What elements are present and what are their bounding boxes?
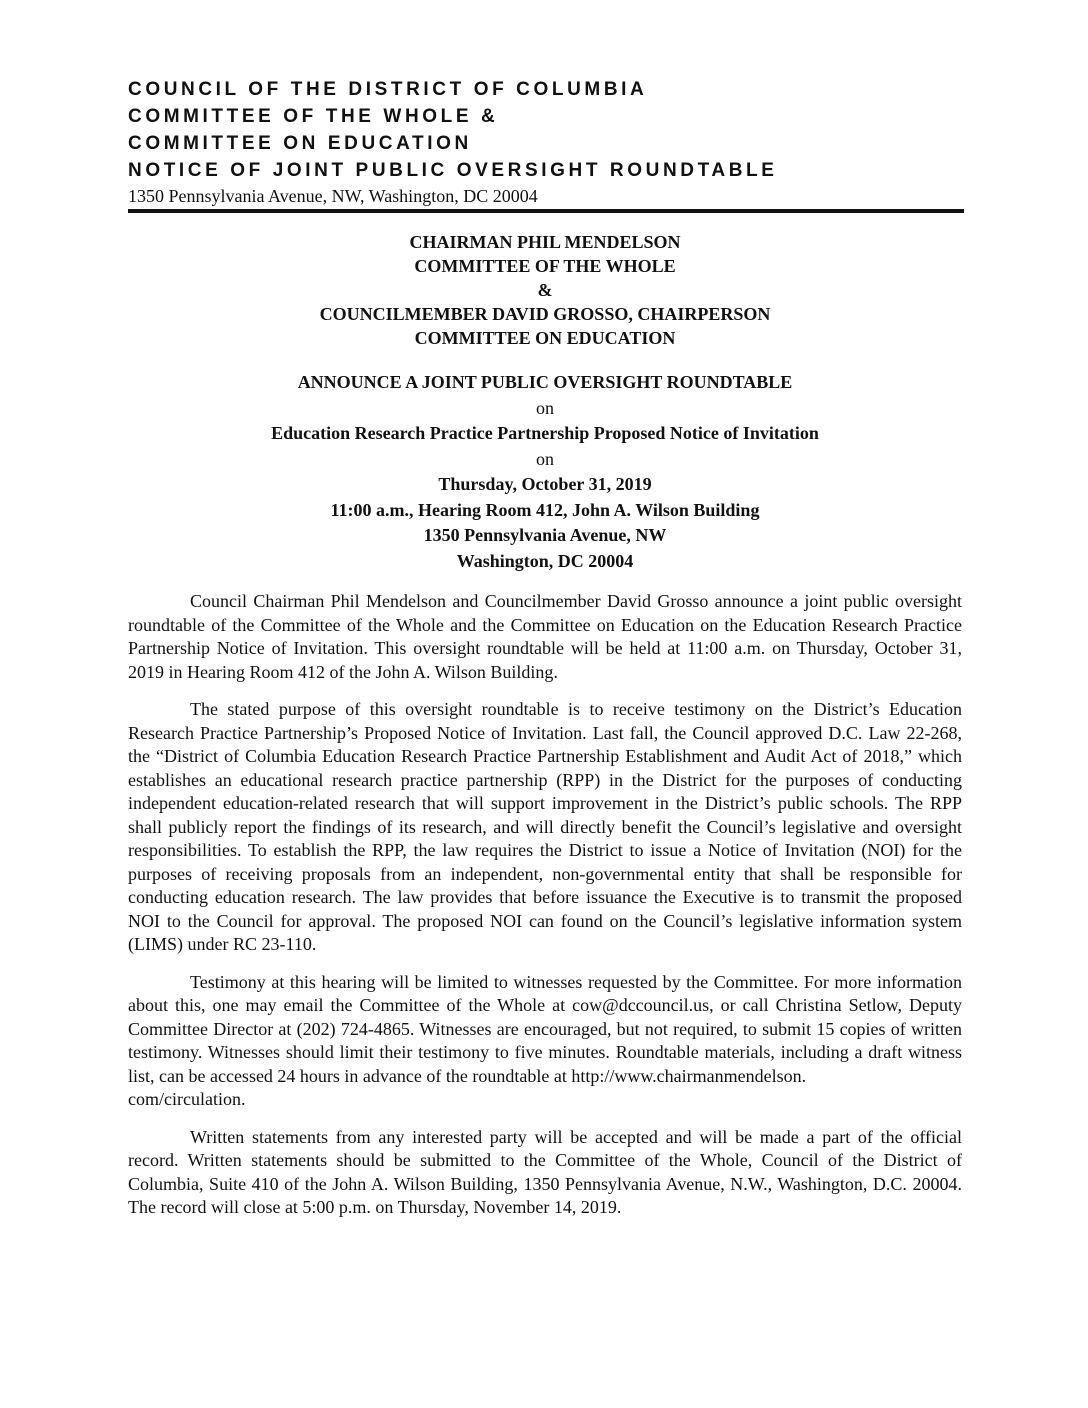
announcement-on-connector: on <box>536 397 554 418</box>
letterhead <box>128 76 968 208</box>
letterhead-committee-whole: COMMITTEE OF THE WHOLE & <box>128 106 499 127</box>
body-paragraph-testimony-url-tail: com/circulation. <box>128 1089 246 1109</box>
announcement-heading: ANNOUNCE A JOINT PUBLIC OVERSIGHT ROUNDTABLE <box>297 372 793 392</box>
body-paragraph-purpose: The stated purpose of this oversight roundtable is to receive testimony on the District’s Education Research Practice Partnership’s Proposed Notice of Invitation. Last fall, the Council approved D.C. Law 22-268, the “District of Columbia Education Research Practice Partnership Establishment and Audit Act of 2018,” which establishes an educational research practice partnership (RPP) in the District for the purposes of conducting independent education-related research that will support improvement in the District’s public schools. The RPP shall publicly report the findings of its research, and will directly benefit the Council’s legislative and oversight responsibilities. To establish the RPP, the law requires the District to issue a Notice of Invitation (NOI) for the purposes of receiving proposals from an independent, non-governmental entity that shall be responsible for conducting education research. The law provides that before issuance the Executive is to transmit the proposed NOI to the Council for approval. The proposed NOI can found on the Council’s legislative information system (LIMS) under RC 23-110. <box>128 699 962 954</box>
notice-body <box>128 590 962 1234</box>
sponsor-committee-education: COMMITTEE ON EDUCATION <box>414 328 676 348</box>
announcement-on-connector-2: on <box>536 448 554 469</box>
sponsor-committee-whole: COMMITTEE OF THE WHOLE <box>414 256 676 276</box>
announcement-time-location: 11:00 a.m., Hearing Room 412, John A. Wilson Building <box>330 499 760 520</box>
body-paragraph-testimony: Testimony at this hearing will be limited to witnesses requested by the Committee. For more information about this, one may email the Committee of the Whole at cow@dccouncil.us, or call Christina Setlow, Deputy Committee Director at (202) 724-4865. Witnesses are encouraged, but not required, to submit 15 copies of written testimony. Witnesses should limit their testimony to five minutes. Roundtable materials, including a draft witness list, can be accessed 24 hours in advance of the roundtable at http://www.chairmanmendelson. <box>128 971 962 1086</box>
announcement-street: 1350 Pennsylvania Avenue, NW <box>423 525 667 545</box>
announcement-block <box>128 370 962 574</box>
sponsor-councilmember: COUNCILMEMBER DAVID GROSSO, CHAIRPERSON <box>319 304 771 324</box>
letterhead-notice-title: NOTICE OF JOINT PUBLIC OVERSIGHT ROUNDTABLE <box>128 160 778 181</box>
letterhead-committee-education: COMMITTEE ON EDUCATION <box>128 133 472 154</box>
letterhead-council-name: COUNCIL OF THE DISTRICT OF COLUMBIA <box>128 79 648 100</box>
sponsor-chairman: CHAIRMAN PHIL MENDELSON <box>409 232 681 252</box>
announcement-subject: Education Research Practice Partnership Proposed Notice of Invitation <box>271 423 819 443</box>
body-paragraph-written-statements: Written statements from any interested party will be accepted and will be made a part of the official record. Written statements should be submitted to the Committee of the Whole, Council of the District of Columbia, Suite 410 of the John A. Wilson Building, 1350 Pennsylvania Avenue, N.W., Washington, D.C. 20004. The record will close at 5:00 p.m. on Thursday, November 14, 2019. <box>128 1126 962 1217</box>
letterhead-address: 1350 Pennsylvania Avenue, NW, Washington, DC 20004 <box>128 186 538 206</box>
sponsor-ampersand: & <box>537 280 553 300</box>
sponsors-block <box>128 230 962 350</box>
header-divider <box>128 209 964 213</box>
announcement-city: Washington, DC 20004 <box>456 550 634 571</box>
body-paragraph-intro: Council Chairman Phil Mendelson and Councilmember David Grosso announce a joint public oversight roundtable of the Committee of the Whole and the Committee on Education on the Education Research Practice Partnership Notice of Invitation. This oversight roundtable will be held at 11:00 a.m. on Thursday, October 31, 2019 in Hearing Room 412 of the John A. Wilson Building. <box>128 591 962 682</box>
announcement-date: Thursday, October 31, 2019 <box>438 474 652 494</box>
